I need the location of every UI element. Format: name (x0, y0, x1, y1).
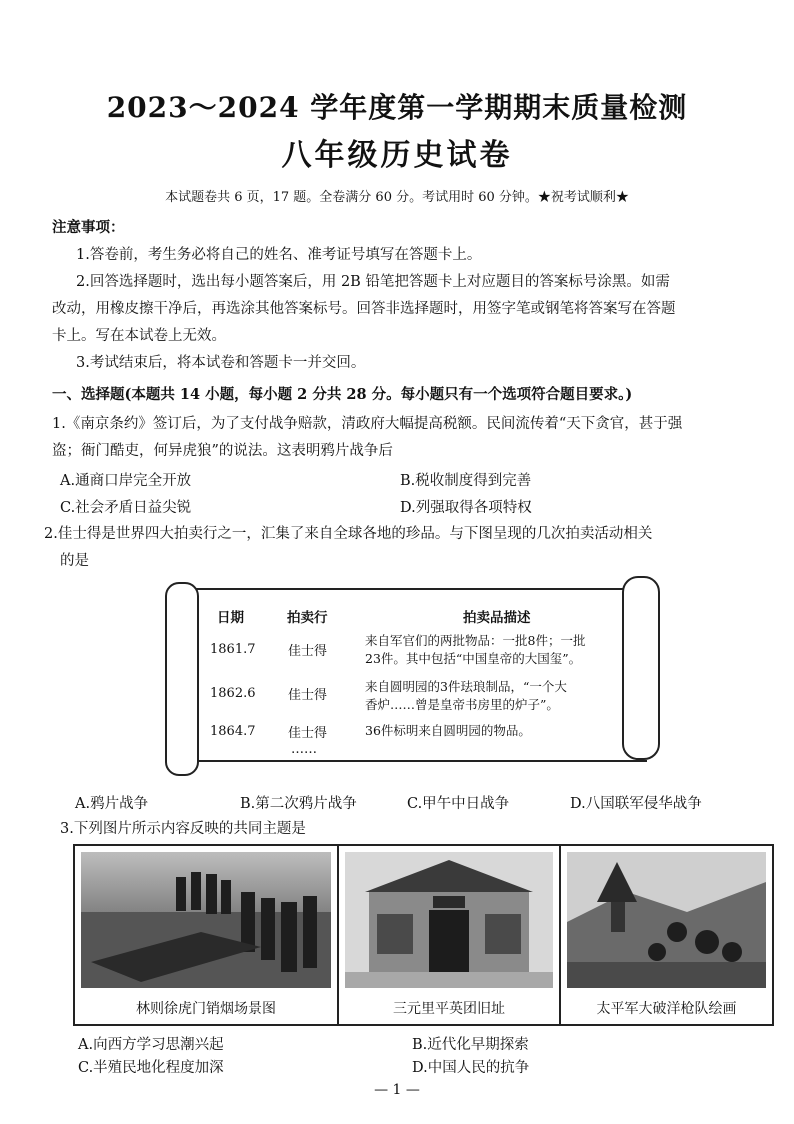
row-date: 1861.7 (210, 642, 256, 657)
page-number: — 1 — (374, 1082, 420, 1098)
row-desc: 来自圆明园的3件珐琅制品，“一个大 (365, 679, 567, 694)
notice-line: 改动，用橡皮擦干净后，再选涂其他答案标号。回答非选择题时，用签字笔或钢笔将答案写在答题 (52, 301, 676, 317)
image-panel-humen (75, 846, 339, 1024)
sanyuanli-temple-photo (345, 852, 553, 988)
row-house: 佳士得 (288, 688, 328, 703)
notice-line: 3.考试结束后，将本试卷和答题卡一并交回。 (76, 355, 366, 371)
row-date: 1864.7 (210, 724, 256, 739)
q1-option-c[interactable]: C.社会矛盾日益尖锐 (60, 500, 192, 516)
q3-option-a[interactable]: A.向西方学习思潮兴起 (78, 1037, 224, 1053)
q1-option-b[interactable]: B.税收制度得到完善 (400, 473, 532, 489)
image-panel-sanyuanli (339, 846, 561, 1024)
row-house: 佳士得 (288, 644, 328, 659)
humen-opium-photo (81, 852, 331, 988)
q1-option-a[interactable]: A.通商口岸完全开放 (60, 473, 192, 489)
row-date: 1862.6 (210, 686, 256, 701)
notice-line: 2.回答选择题时，选出每小题答案后，用 2B 铅笔把答题卡上对应题目的答案标号涂黑。如需 (76, 274, 670, 290)
q2-option-d[interactable]: D.八国联军侵华战争 (570, 796, 702, 812)
table-ellipsis: …… (291, 742, 317, 757)
auction-scroll-table (165, 576, 660, 776)
q2-option-b[interactable]: B.第二次鸦片战争 (240, 796, 357, 812)
q2-option-c[interactable]: C.甲午中日战争 (407, 796, 510, 812)
row-desc: 36件标明来自圆明园的物品。 (365, 723, 531, 738)
notice-line: 卡上。写在本试卷上无效。 (52, 328, 226, 344)
scroll-roll-right (622, 576, 660, 760)
q3-option-d[interactable]: D.中国人民的抗争 (412, 1060, 530, 1076)
q3-image-strip (73, 844, 774, 1026)
exam-title: 2023～2024 学年度第一学期期末质量检测 (106, 91, 688, 124)
row-desc: 来自军官们的两批物品：一批8件；一批 (365, 633, 586, 648)
table-header-date: 日期 (217, 610, 244, 626)
notice-heading: 注意事项： (52, 219, 125, 236)
q2-stem: 2.佳士得是世界四大拍卖行之一，汇集了来自全球各地的珍品。与下图呈现的几次拍卖活动相关 (44, 526, 653, 542)
q1-stem: 1.《南京条约》签订后，为了支付战争赔款，清政府大幅提高税额。民间流传着“天下贪官，甚于强 (52, 416, 683, 432)
caption-sanyuanli: 三元里平英团旧址 (393, 1001, 505, 1017)
notice-line: 1.答卷前，考生务必将自己的姓名、准考证号填写在答题卡上。 (76, 247, 482, 263)
taiping-battle-painting (567, 852, 766, 988)
caption-taiping: 太平军大破洋枪队绘画 (596, 1001, 737, 1017)
row-desc: 23件。其中包括“中国皇帝的大国玺”。 (365, 651, 582, 666)
q1-option-d[interactable]: D.列强取得各项特权 (400, 500, 532, 516)
row-desc: 香炉……曾是皇帝书房里的炉子”。 (365, 697, 559, 712)
q3-option-c[interactable]: C.半殖民地化程度加深 (78, 1060, 224, 1076)
q1-stem: 盗；衙门酷吏，何异虎狼”的说法。这表明鸦片战争后 (52, 443, 393, 459)
table-header-desc: 拍卖品描述 (463, 610, 531, 626)
section-heading: 一、选择题(本题共 14 小题，每小题 2 分共 28 分。每小题只有一个选项符合题目要求。) (52, 386, 633, 403)
exam-subject-title: 八年级历史试卷 (281, 138, 513, 173)
q3-option-b[interactable]: B.近代化早期探索 (412, 1037, 529, 1053)
row-house: 佳士得 (288, 726, 328, 741)
caption-humen: 林则徐虎门销烟场景图 (136, 1001, 276, 1017)
q2-stem: 的是 (60, 553, 89, 569)
q2-option-a[interactable]: A.鸦片战争 (75, 796, 149, 812)
scroll-roll-left (165, 582, 199, 776)
q3-stem: 3.下列图片所示内容反映的共同主题是 (60, 821, 306, 837)
table-header-house: 拍卖行 (287, 610, 328, 626)
image-panel-taiping (561, 846, 772, 1024)
exam-instructions-summary: 本试题卷共 6 页，17 题。全卷满分 60 分。考试用时 60 分钟。★祝考试顺利★ (165, 190, 629, 205)
